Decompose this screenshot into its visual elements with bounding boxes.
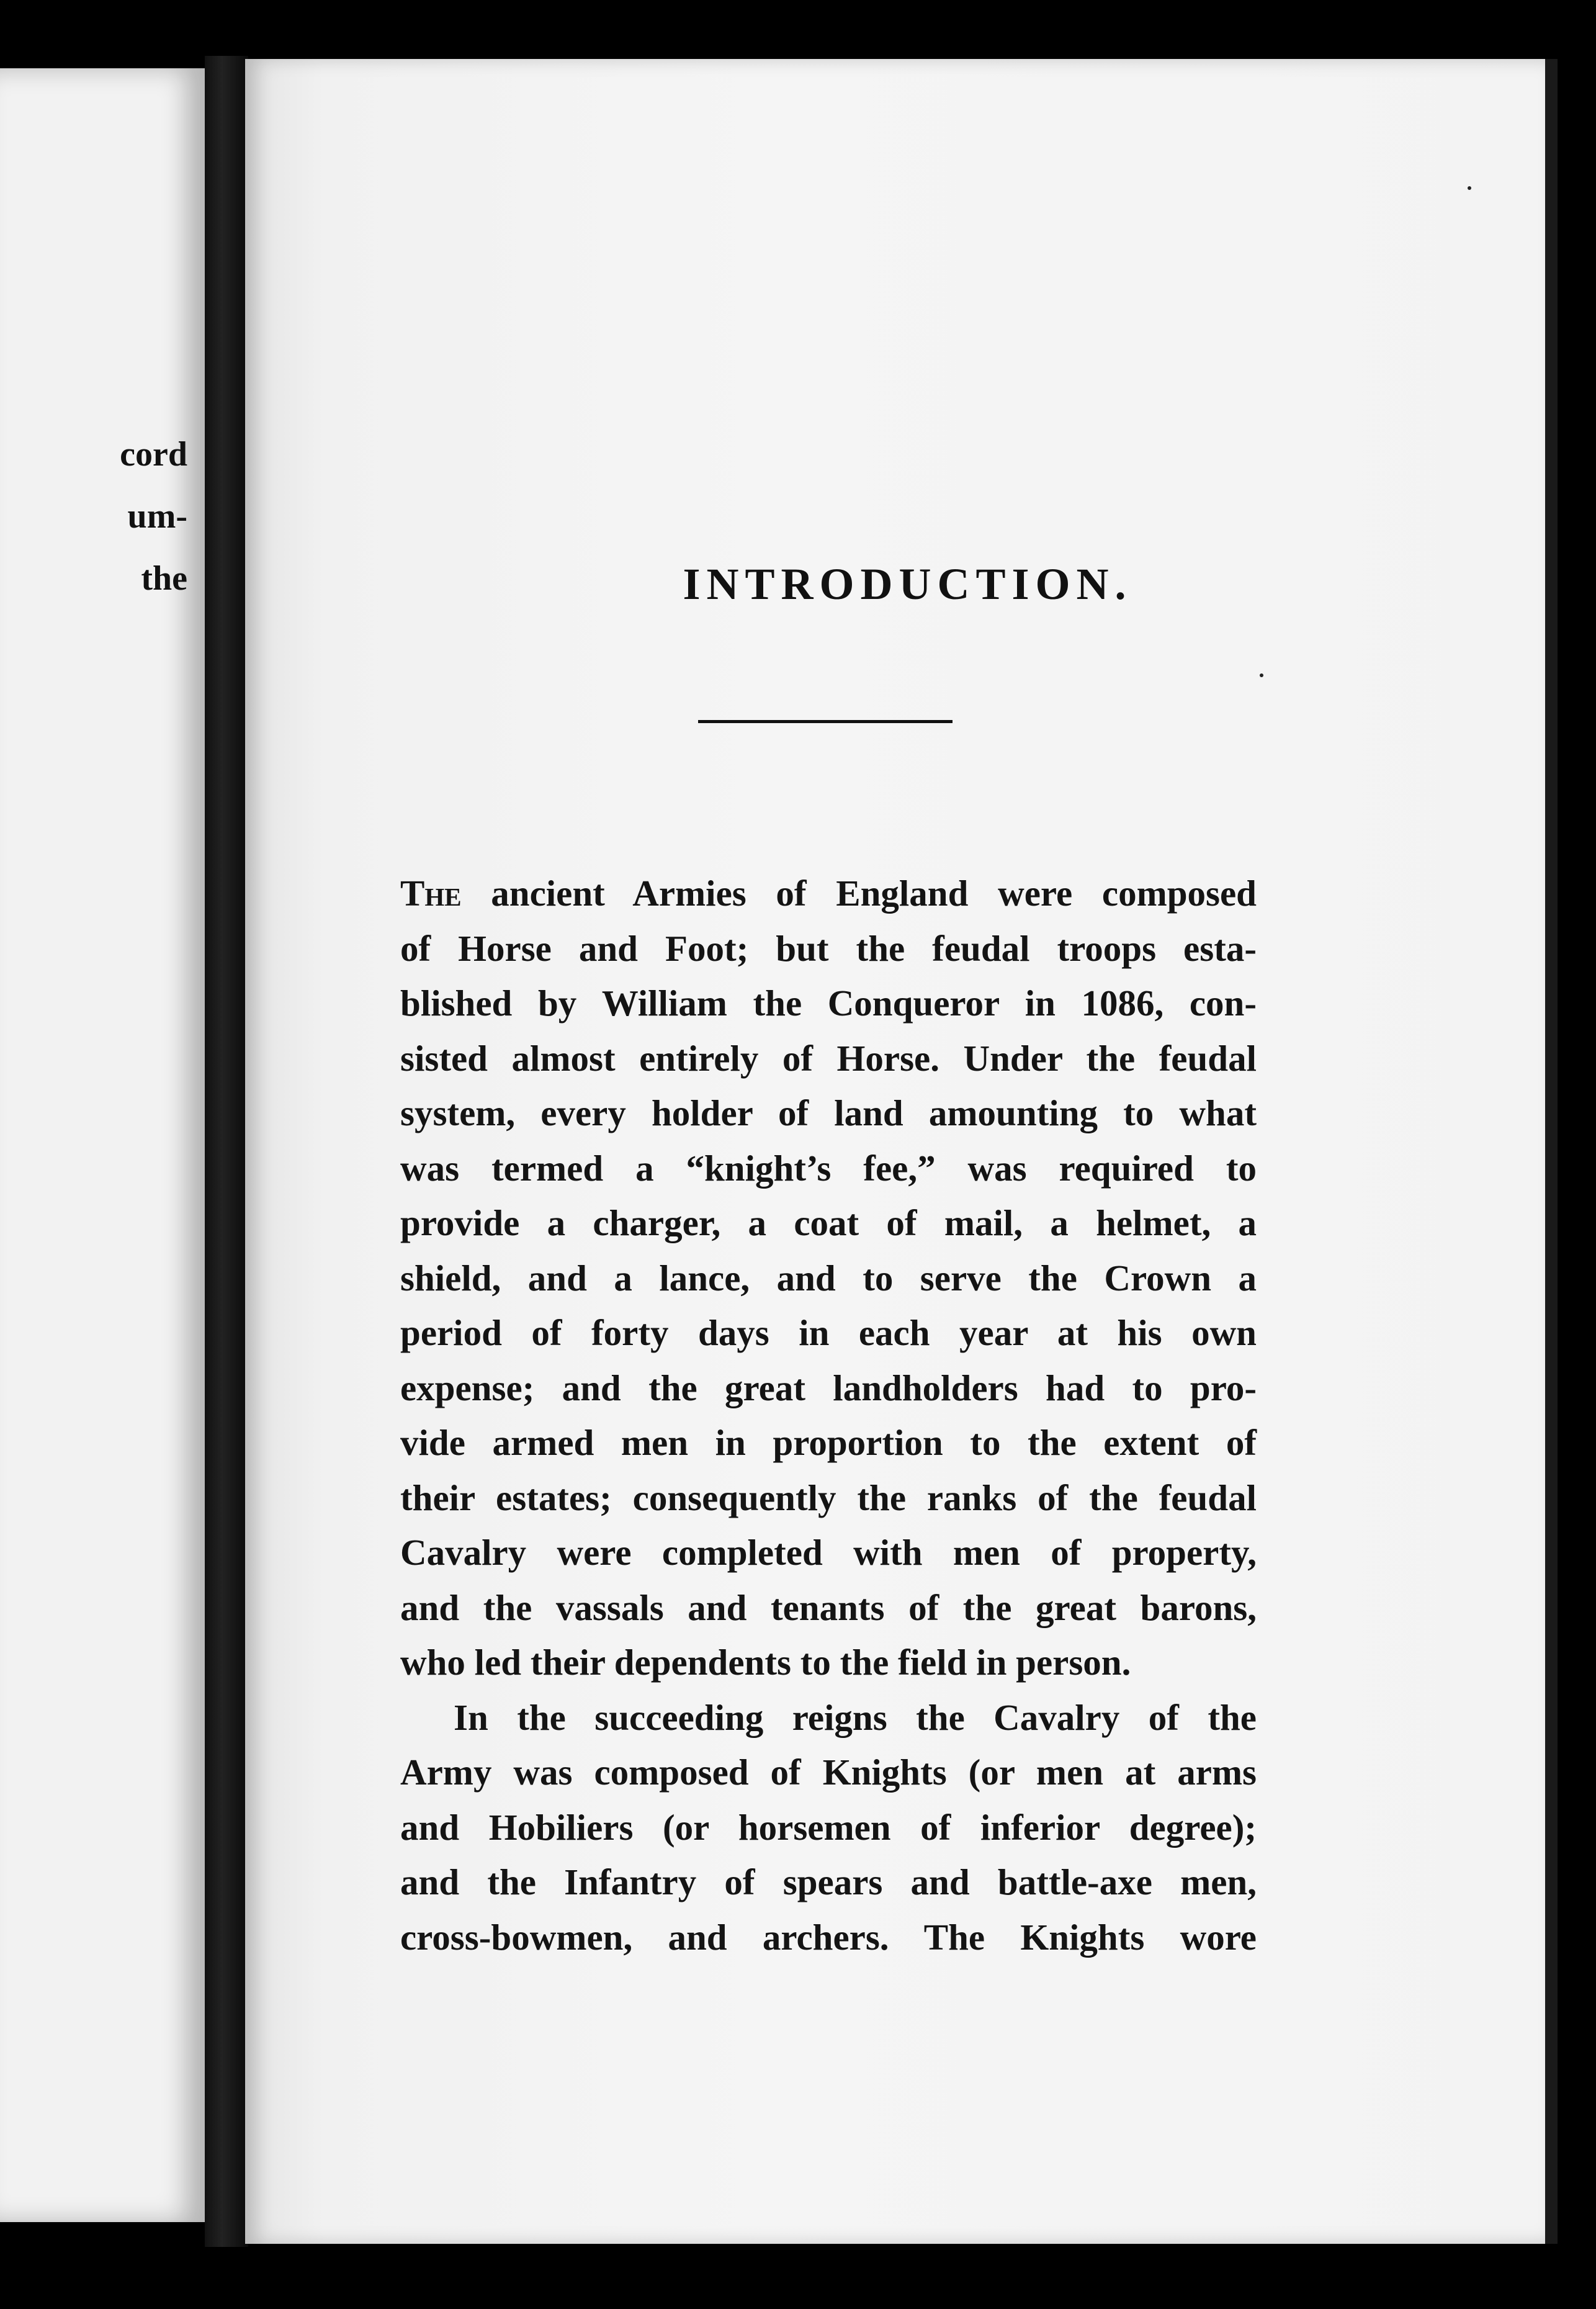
page-title: INTRODUCTION. (683, 559, 1132, 609)
text-line: was termed a “knight’s fee,” was required to (400, 1147, 1257, 1189)
current-page (245, 59, 1545, 2244)
text-line: shield, and a lance, and to serve the Crown a (400, 1257, 1257, 1299)
page-edge (1545, 59, 1558, 2244)
text-line: expense; and the great landholders had to pro- (400, 1367, 1257, 1408)
title-rule (698, 720, 953, 723)
lead-word: The (400, 873, 462, 914)
text-line: and Hobiliers (or horsemen of inferior degree); (400, 1806, 1257, 1848)
body-text (400, 866, 1257, 1965)
text-line: blished by William the Conqueror in 1086, con- (400, 983, 1257, 1024)
text-line: period of forty days in each year at his own (400, 1312, 1257, 1353)
previous-page (0, 68, 205, 2222)
text-line: sisted almost entirely of Horse. Under the feudal (400, 1037, 1257, 1079)
text-line: and the vassals and tenants of the great barons, (400, 1587, 1257, 1628)
text-line: system, every holder of land amounting to what (400, 1092, 1257, 1133)
text-line: The ancient Armies of England were composed (400, 873, 1257, 914)
text-line: cross-bowmen, and archers. The Knights wore (400, 1916, 1257, 1958)
paper-speck (1468, 186, 1471, 190)
text-line: Army was composed of Knights (or men at arms (400, 1752, 1257, 1793)
text-line: their estates; consequently the ranks of the feudal (400, 1477, 1257, 1518)
book-gutter (205, 56, 248, 2247)
previous-page-fragment: the (141, 559, 187, 598)
text-line: provide a charger, a coat of mail, a helmet, a (400, 1202, 1257, 1243)
text-line: and the Infantry of spears and battle-axe men, (400, 1861, 1257, 1902)
text-line: of Horse and Foot; but the feudal troops esta- (400, 927, 1257, 969)
text-line: Cavalry were completed with men of property, (400, 1532, 1257, 1573)
paper-speck (1260, 673, 1263, 677)
text-line: who led their dependents to the field in person. (400, 1642, 1131, 1683)
text-line: vide armed men in proportion to the extent of (400, 1422, 1257, 1463)
previous-page-fragment: cord (120, 435, 187, 474)
previous-page-fragment: um- (127, 497, 187, 536)
text-line: In the succeeding reigns the Cavalry of the (454, 1696, 1257, 1738)
